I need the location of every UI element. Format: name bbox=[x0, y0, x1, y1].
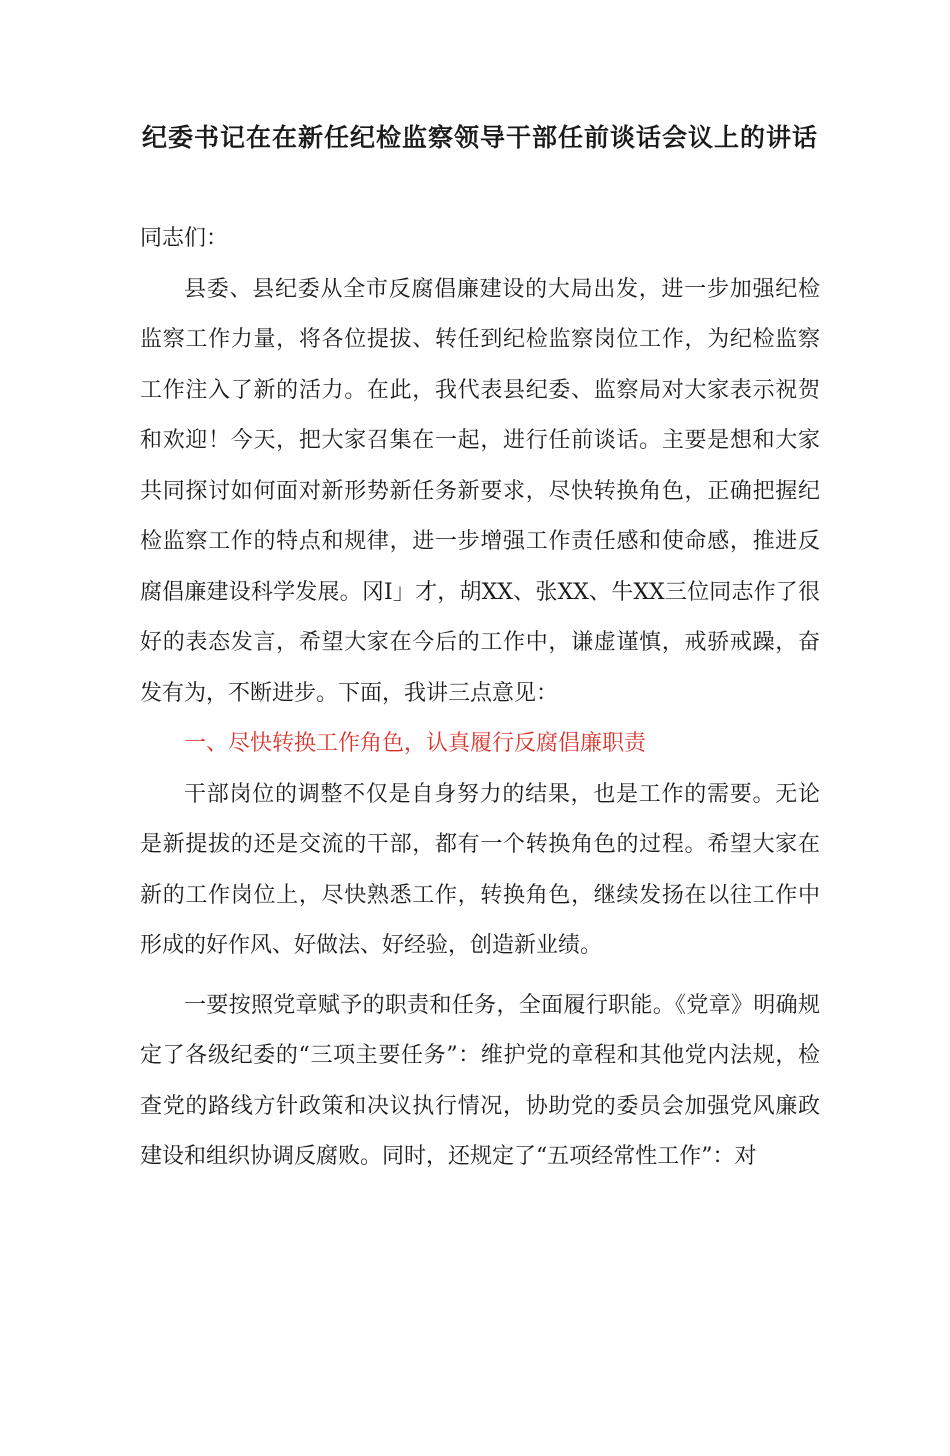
paragraph-role-change: 干部岗位的调整不仅是自身努力的结果，也是工作的需要。无论是新提拔的还是交流的干部，都有一个转换角色的过程。希望大家在新的工作岗位上，尽快熟悉工作，转换角色，继续发扬在以往工作中形成的好作风、好做法、好经验，创造新业绩。 bbox=[140, 781, 820, 958]
paragraph-duties: 一要按照党章赋予的职责和任务，全面履行职能。《党章》明确规定了各级纪委的“三项主要任务”：维护党的章程和其他党内法规，检查党的路线方针政策和决议执行情况，协助党的委员会加强党风廉政建设和组织协调反腐败。同时，还规定了“五项经常性工作”：对 bbox=[140, 992, 820, 1169]
section-heading-1: 一、尽快转换工作角色，认真履行反腐倡廉职责 bbox=[184, 731, 647, 756]
salutation: 同志们： bbox=[140, 226, 229, 251]
paragraph-intro: 县委、县纪委从全市反腐倡廉建设的大局出发，进一步加强纪检监察工作力量，将各位提拔、转任到纪检监察岗位工作，为纪检监察工作注入了新的活力。在此，我代表县纪委、监察局对大家表示祝贺和欢迎！今天，把大家召集在一起，进行任前谈话。主要是想和大家共同探讨如何面对新形势新任务新要求，尽快转换角色，正确把握纪检监察工作的特点和规律，进一步增强工作责任感和使命感，推进反腐倡廉建设科学发展。冈I」才，胡XX、张XX、牛XX三位同志作了很好的表态发言，希望大家在今后的工作中，谦虚谨慎，戒骄戒躁，奋发有为，不断进步。下面，我讲三点意见： bbox=[140, 276, 820, 706]
document-title: 纪委书记在在新任纪检监察领导干部任前谈话会议上的讲话 bbox=[141, 123, 818, 152]
document-body bbox=[140, 214, 820, 1183]
document-page bbox=[0, 112, 950, 1456]
